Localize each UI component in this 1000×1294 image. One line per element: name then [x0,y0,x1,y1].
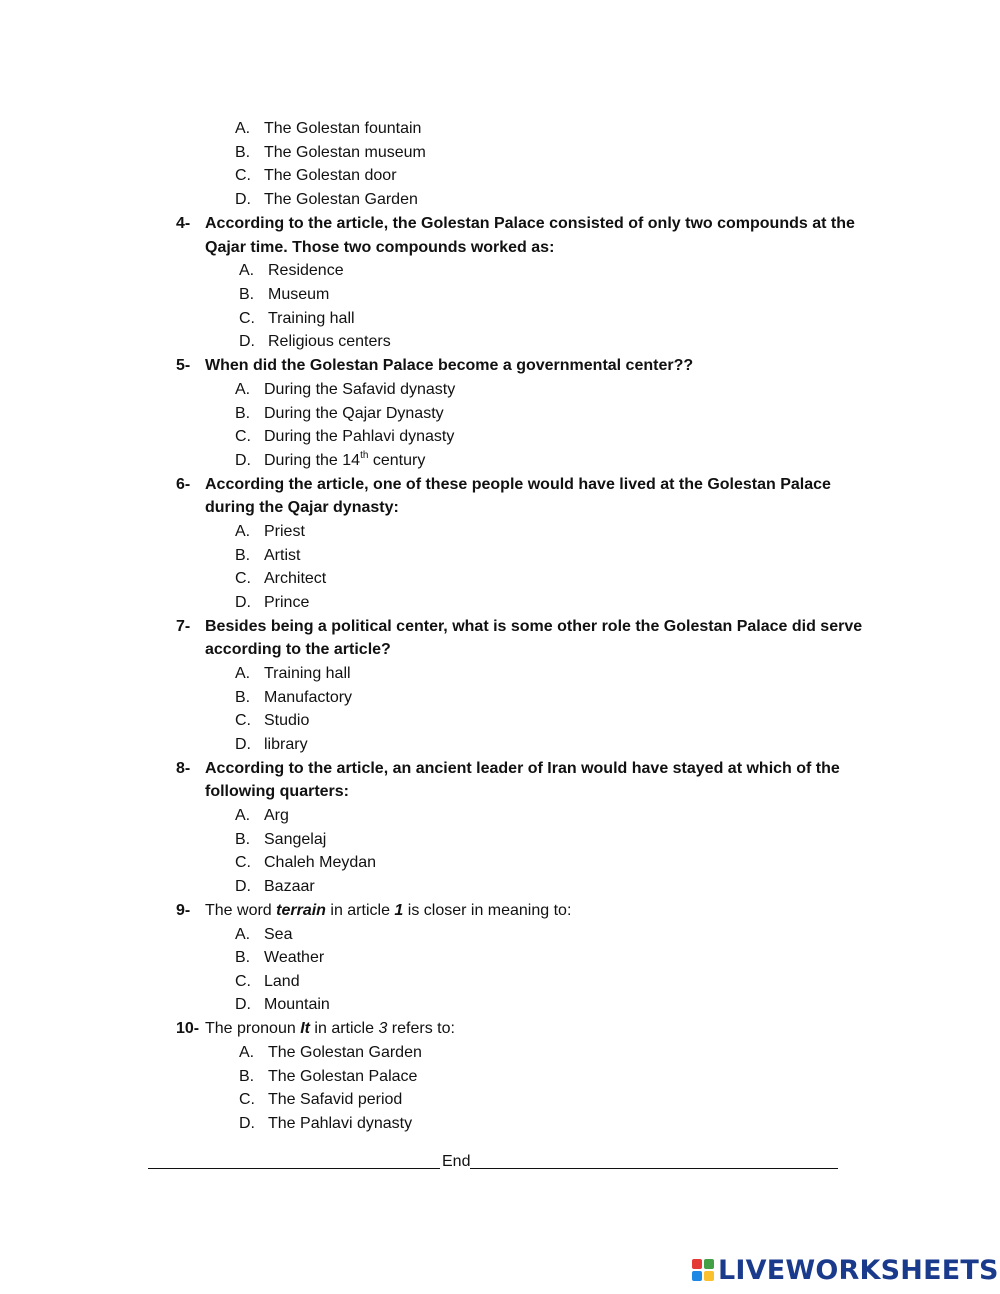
option-7d[interactable]: D. library [235,736,308,753]
logo-block [692,1259,702,1269]
question-text: Besides being a political center, what is some other role the Golestan Palace did serve [205,618,863,635]
option-9d[interactable]: D. Mountain [235,996,330,1013]
option-text: Land [264,973,300,990]
question-8-continued: following quarters: [205,783,349,800]
option-text: The Golestan fountain [264,120,422,137]
option-4b[interactable]: B. Museum [239,286,330,303]
option-text: During the Pahlavi dynasty [264,428,455,445]
question-text: The word terrain in article 1 is closer in meaning to: [205,902,572,919]
option-text: Training hall [268,310,355,327]
option-text: During the Qajar Dynasty [264,405,444,422]
option-9a[interactable]: A. Sea [235,926,293,943]
option-8a[interactable]: A. Arg [235,807,289,824]
question-text: According to the article, the Golestan Palace consisted of only two compounds at the [205,215,855,232]
option-text: Prince [264,594,310,611]
option-5c[interactable]: C. During the Pahlavi dynasty [235,428,455,445]
option-text: During the Safavid dynasty [264,381,456,398]
option-text: During the 14th century [264,449,426,469]
option-7b[interactable]: B. Manufactory [235,689,353,706]
option-text: Residence [268,262,344,279]
option-text: The Golestan door [264,167,397,184]
question-4: 4- According to the article, the Golestan Palace consisted of only two compounds at the [176,215,855,232]
option-text: The Golestan museum [264,144,426,161]
option-10c[interactable]: C. The Safavid period [239,1091,403,1108]
option-8c[interactable]: C. Chaleh Meydan [235,854,377,871]
option-4a[interactable]: A. Residence [239,262,344,279]
option-text: Bazaar [264,878,315,895]
option-text: Weather [264,949,325,966]
option-text: The Pahlavi dynasty [268,1115,413,1132]
option-text: The Safavid period [268,1091,403,1108]
question-8: 8- According to the article, an ancient leader of Iran would have stayed at which of the [176,760,840,777]
option-text: library [264,736,308,753]
option-text: The Golestan Garden [268,1044,422,1061]
question-7: 7- Besides being a political center, what is some other role the Golestan Palace did serve [176,618,863,635]
option-6b[interactable]: B. Artist [235,547,301,564]
option-4d[interactable]: D. Religious centers [239,333,391,350]
question-7-continued: according to the article? [205,641,391,658]
option-7a[interactable]: A. Training hall [235,665,351,682]
option-9c[interactable]: C. Land [235,973,300,990]
question-9: 9- The word terrain in article 1 is closer in meaning to: [176,902,572,919]
logo-blocks-icon [692,1259,714,1281]
question-text: According the article, one of these people would have lived at the Golestan Palace [205,476,831,493]
option-text: Priest [264,523,305,540]
option-text: Manufactory [264,689,353,706]
option-9b[interactable]: B. Weather [235,949,325,966]
question-text: According to the article, an ancient leader of Iran would have stayed at which of the [205,760,840,777]
option-5b[interactable]: B. During the Qajar Dynasty [235,405,444,422]
option-7c[interactable]: C. Studio [235,712,310,729]
option-text: Chaleh Meydan [264,854,377,871]
question-5: 5- When did the Golestan Palace become a governmental center?? [176,357,694,374]
logo-block [704,1259,714,1269]
option-5d[interactable]: D. During the 14th century [235,449,426,469]
brand-name: LIVEWORKSHEETS [718,1254,999,1286]
option-text: Arg [264,807,289,824]
option-text: Sangelaj [264,831,327,848]
option-6c[interactable]: C. Architect [235,570,327,587]
end-label: End [442,1153,471,1170]
option-text: The Golestan Palace [268,1068,418,1085]
option-text: Studio [264,712,310,729]
end-separator [148,1151,838,1171]
divider-left [148,1168,440,1169]
question-4-continued: Qajar time. Those two compounds worked as: [205,239,555,256]
option-continued-a[interactable]: A. The Golestan fountain [235,120,422,137]
option-10d[interactable]: D. The Pahlavi dynasty [239,1115,413,1132]
question-text: When did the Golestan Palace become a governmental center?? [205,357,694,374]
option-continued-b[interactable]: B. The Golestan museum [235,144,426,161]
option-10b[interactable]: B. The Golestan Palace [239,1068,418,1085]
option-text: Religious centers [268,333,391,350]
logo-block [692,1271,702,1281]
option-text: Sea [264,926,293,943]
question-10: 10- The pronoun It in article 3 refers to: [176,1020,455,1037]
option-5a[interactable]: A. During the Safavid dynasty [235,381,456,398]
option-continued-d[interactable]: D. The Golestan Garden [235,191,418,208]
option-10a[interactable]: A. The Golestan Garden [239,1044,422,1061]
liveworksheets-logo [692,1254,999,1286]
option-text: Mountain [264,996,330,1013]
option-text: Architect [264,570,327,587]
logo-block [704,1271,714,1281]
option-continued-c[interactable]: C. The Golestan door [235,167,397,184]
option-text: The Golestan Garden [264,191,418,208]
question-6: 6- According the article, one of these people would have lived at the Golestan Palace [176,476,831,493]
question-text: The pronoun It in article 3 refers to: [205,1020,455,1037]
option-text: Artist [264,547,301,564]
option-8b[interactable]: B. Sangelaj [235,831,327,848]
option-6d[interactable]: D. Prince [235,594,310,611]
option-text: Training hall [264,665,351,682]
question-6-continued: during the Qajar dynasty: [205,499,399,516]
option-6a[interactable]: A. Priest [235,523,305,540]
option-4c[interactable]: C. Training hall [239,310,355,327]
divider-right [470,1168,838,1169]
option-8d[interactable]: D. Bazaar [235,878,315,895]
option-text: Museum [268,286,330,303]
